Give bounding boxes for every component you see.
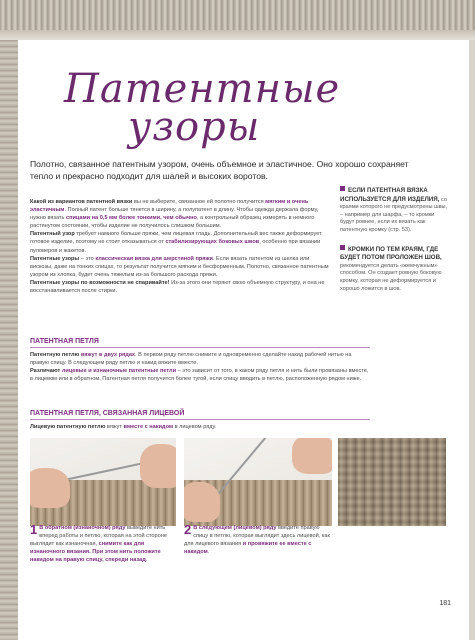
term: Патентный узор xyxy=(30,231,75,238)
text: , особенно при вязании пуловеров и жакетов. xyxy=(30,239,321,254)
highlight: мягким и очень эластичным xyxy=(30,199,309,214)
text: введите правую спицу в петлю, которая выглядит здесь лицевой, как для лицевого вязания xyxy=(184,525,330,547)
term: Различают xyxy=(30,368,62,375)
step-2-caption xyxy=(184,524,332,556)
highlight: классическая вязка для шерстяной пряжи xyxy=(95,255,213,262)
text: . xyxy=(207,549,210,555)
text: , а контрольный образец измерять в немного растянутом состоянии, чтобы изделие не получилось слишком большим. xyxy=(30,215,315,230)
tips-sidebar xyxy=(340,186,448,303)
section-knit-patent xyxy=(30,410,370,431)
page-title-line2: узоры xyxy=(128,104,261,150)
highlight: стабилизирующих боковых швов xyxy=(165,239,260,246)
highlight: лицевые и изнаночные патентные петли xyxy=(61,368,177,375)
step-1-photo xyxy=(30,438,176,526)
step-2-photo xyxy=(184,438,332,526)
tip-heading-text: ЕСЛИ ПАТЕНТНАЯ ВЯЗКА ИСПОЛЬЗУЕТСЯ ДЛЯ ИЗДЕЛИЯ, xyxy=(340,187,440,203)
term: Какой из вариантов патентной вязки xyxy=(30,199,133,205)
main-text xyxy=(30,198,330,295)
text: – это xyxy=(79,255,96,262)
term: Лицевую патентную петлю xyxy=(30,424,106,430)
fabric-closeup-photo xyxy=(338,438,446,526)
step-number: 2 xyxy=(184,522,192,537)
text: Из-за этого они теряют свою объемную структуру, и она не восстанавливается после стирки. xyxy=(30,279,325,295)
paragraph-3 xyxy=(30,255,330,279)
text: в лицевом ряду. xyxy=(173,424,217,430)
text: требует намного больше пряжи, чем лицевая гладь. Дополнительный вес также деформирует готовое изделие, поэтому не стоит отказываться от xyxy=(30,231,322,246)
square-bullet-icon xyxy=(340,186,345,191)
tip-heading xyxy=(340,187,439,203)
text: . Полный патент больше тянется в ширину, а полупатент в длину. Чтобы одежда держала форму, нужно вязать xyxy=(30,207,319,222)
highlight: снимите как для изнаночного вязания. При этом нить положите накидом на правую спицу, спереди назад xyxy=(30,541,161,563)
section-title: ПАТЕНТНАЯ ПЕТЛЯ xyxy=(30,338,370,348)
paragraph-1 xyxy=(30,198,330,230)
highlight: вместе с накидом xyxy=(123,424,174,430)
paragraph-2 xyxy=(30,230,330,254)
knit-texture-header xyxy=(0,0,475,40)
step-1-caption xyxy=(30,524,178,564)
section-text xyxy=(30,423,370,431)
page-number: 181 xyxy=(439,600,451,607)
section-patent-stitch xyxy=(30,338,370,383)
highlight: и провяжите ее вместе с накидом xyxy=(184,541,312,555)
tip-heading-text: КРОМКИ ПО ТЕМ КРАЯМ, ГДЕ БУДЕТ ПОТОМ ПРОЛОЖЕН ШОВ, xyxy=(340,245,442,262)
text: вы не выберите, связанное ей полотно получится xyxy=(132,199,266,205)
left-hand xyxy=(184,482,220,522)
page-title-line1: Патентные xyxy=(64,66,341,112)
lead-paragraph: Полотно, связанное патентным узором, очень объемное и эластичное. Оно хорошо сохраняет тепло и прекрасно подходит для шалей и высоких воротов. xyxy=(30,159,409,181)
text: – это зависит от того, в каком ряду петля и нить были провязаны вместе, в лицевом или в обратном. Патентная петля получится более тугой, если спицу вводить в петлю, расположенную рядом ниже. xyxy=(30,368,369,383)
tip-1 xyxy=(340,186,448,235)
text: . xyxy=(145,557,148,563)
square-bullet-icon xyxy=(340,245,345,250)
tip-2 xyxy=(340,245,448,294)
section-text xyxy=(30,351,370,383)
term: Патентные узоры по возможности не спаривайте! xyxy=(30,279,170,286)
text: . Если вязать патентом из шелка или вискозы, даже на тонких спицах, то результат получится мягким и бесформенным. Полотно, связанное патентным узором из хлопка, будет очень тяжелым из-за большого расхода пряжи. xyxy=(30,255,329,278)
section-title: ПАТЕНТНАЯ ПЕТЛЯ, СВЯЗАННАЯ ЛИЦЕВОЙ xyxy=(30,410,370,420)
page-edge xyxy=(469,40,475,640)
text: выведите нить вперед работы и петлю, которая на этой стороне выглядит как изнаночная, xyxy=(30,525,167,547)
text: вяжут xyxy=(105,424,124,430)
term: Патентные узоры xyxy=(30,255,80,262)
knit-texture-sidebar xyxy=(0,40,18,640)
highlight: спицами на 0,5 мм более тонкими, чем обычно xyxy=(65,215,197,222)
tip-body: рекомендуется делать «жемчужным» способом. Он создает ровную боковую кромку, которая не деформируется и хорошо ложится в шов. xyxy=(340,262,442,292)
tip-body: со краями которого не предусмотрены швы, – например для шарфа, – то кромки будут ровнее, если их вязать как патентную кромку (стр. 53). xyxy=(340,196,448,233)
right-hand xyxy=(140,444,176,488)
highlight: В обратном (изнаночном) ряду xyxy=(39,525,126,531)
step-number: 1 xyxy=(30,522,38,537)
highlight: В следующем (лицевом) ряду xyxy=(193,525,277,531)
paragraph-4 xyxy=(30,279,330,295)
left-hand xyxy=(30,468,70,508)
right-hand xyxy=(292,438,332,474)
text: . В первом ряду петлю снимите и одновременно сделайте накид рабочей нитью на правую спицу. В следующем ряду петлю и накид вяжите вместе. xyxy=(30,352,352,367)
term: Патентную петлю xyxy=(30,352,80,358)
highlight: вяжут в двух рядах xyxy=(80,352,136,358)
tip-heading xyxy=(340,246,442,262)
